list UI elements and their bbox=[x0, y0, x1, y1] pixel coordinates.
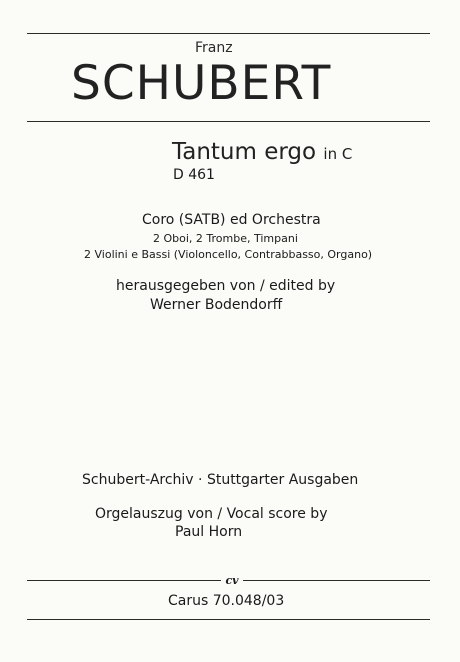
footer-rule bbox=[27, 619, 430, 620]
scoring-main: Coro (SATB) ed Orchestra bbox=[142, 212, 321, 228]
composer-first-name: Franz bbox=[195, 40, 233, 56]
arranger-name: Paul Horn bbox=[175, 524, 243, 540]
top-rule bbox=[27, 33, 430, 34]
composer-last-name: SCHUBERT bbox=[71, 56, 332, 111]
series-name: Schubert-Archiv · Stuttgarter Ausgaben bbox=[82, 472, 359, 488]
svg-text:cv: cv bbox=[225, 574, 239, 586]
editor-label: herausgegeben von / edited by bbox=[116, 278, 336, 294]
title-rule bbox=[27, 121, 430, 122]
work-title-line bbox=[172, 139, 352, 165]
work-key: in C bbox=[323, 145, 353, 163]
catalog-number: D 461 bbox=[173, 167, 215, 183]
editor-name: Werner Bodendorff bbox=[150, 297, 283, 313]
work-title: Tantum ergo bbox=[172, 139, 317, 165]
instrumentation-line-2: 2 Violini e Bassi (Violoncello, Contrabbasso, Organo) bbox=[84, 248, 373, 261]
carus-logo-icon bbox=[221, 574, 243, 586]
edition-number: Carus 70.048/03 bbox=[168, 593, 285, 609]
score-type: Orgelauszug von / Vocal score by bbox=[95, 506, 328, 522]
instrumentation-line-1: 2 Oboi, 2 Trombe, Timpani bbox=[153, 232, 298, 245]
